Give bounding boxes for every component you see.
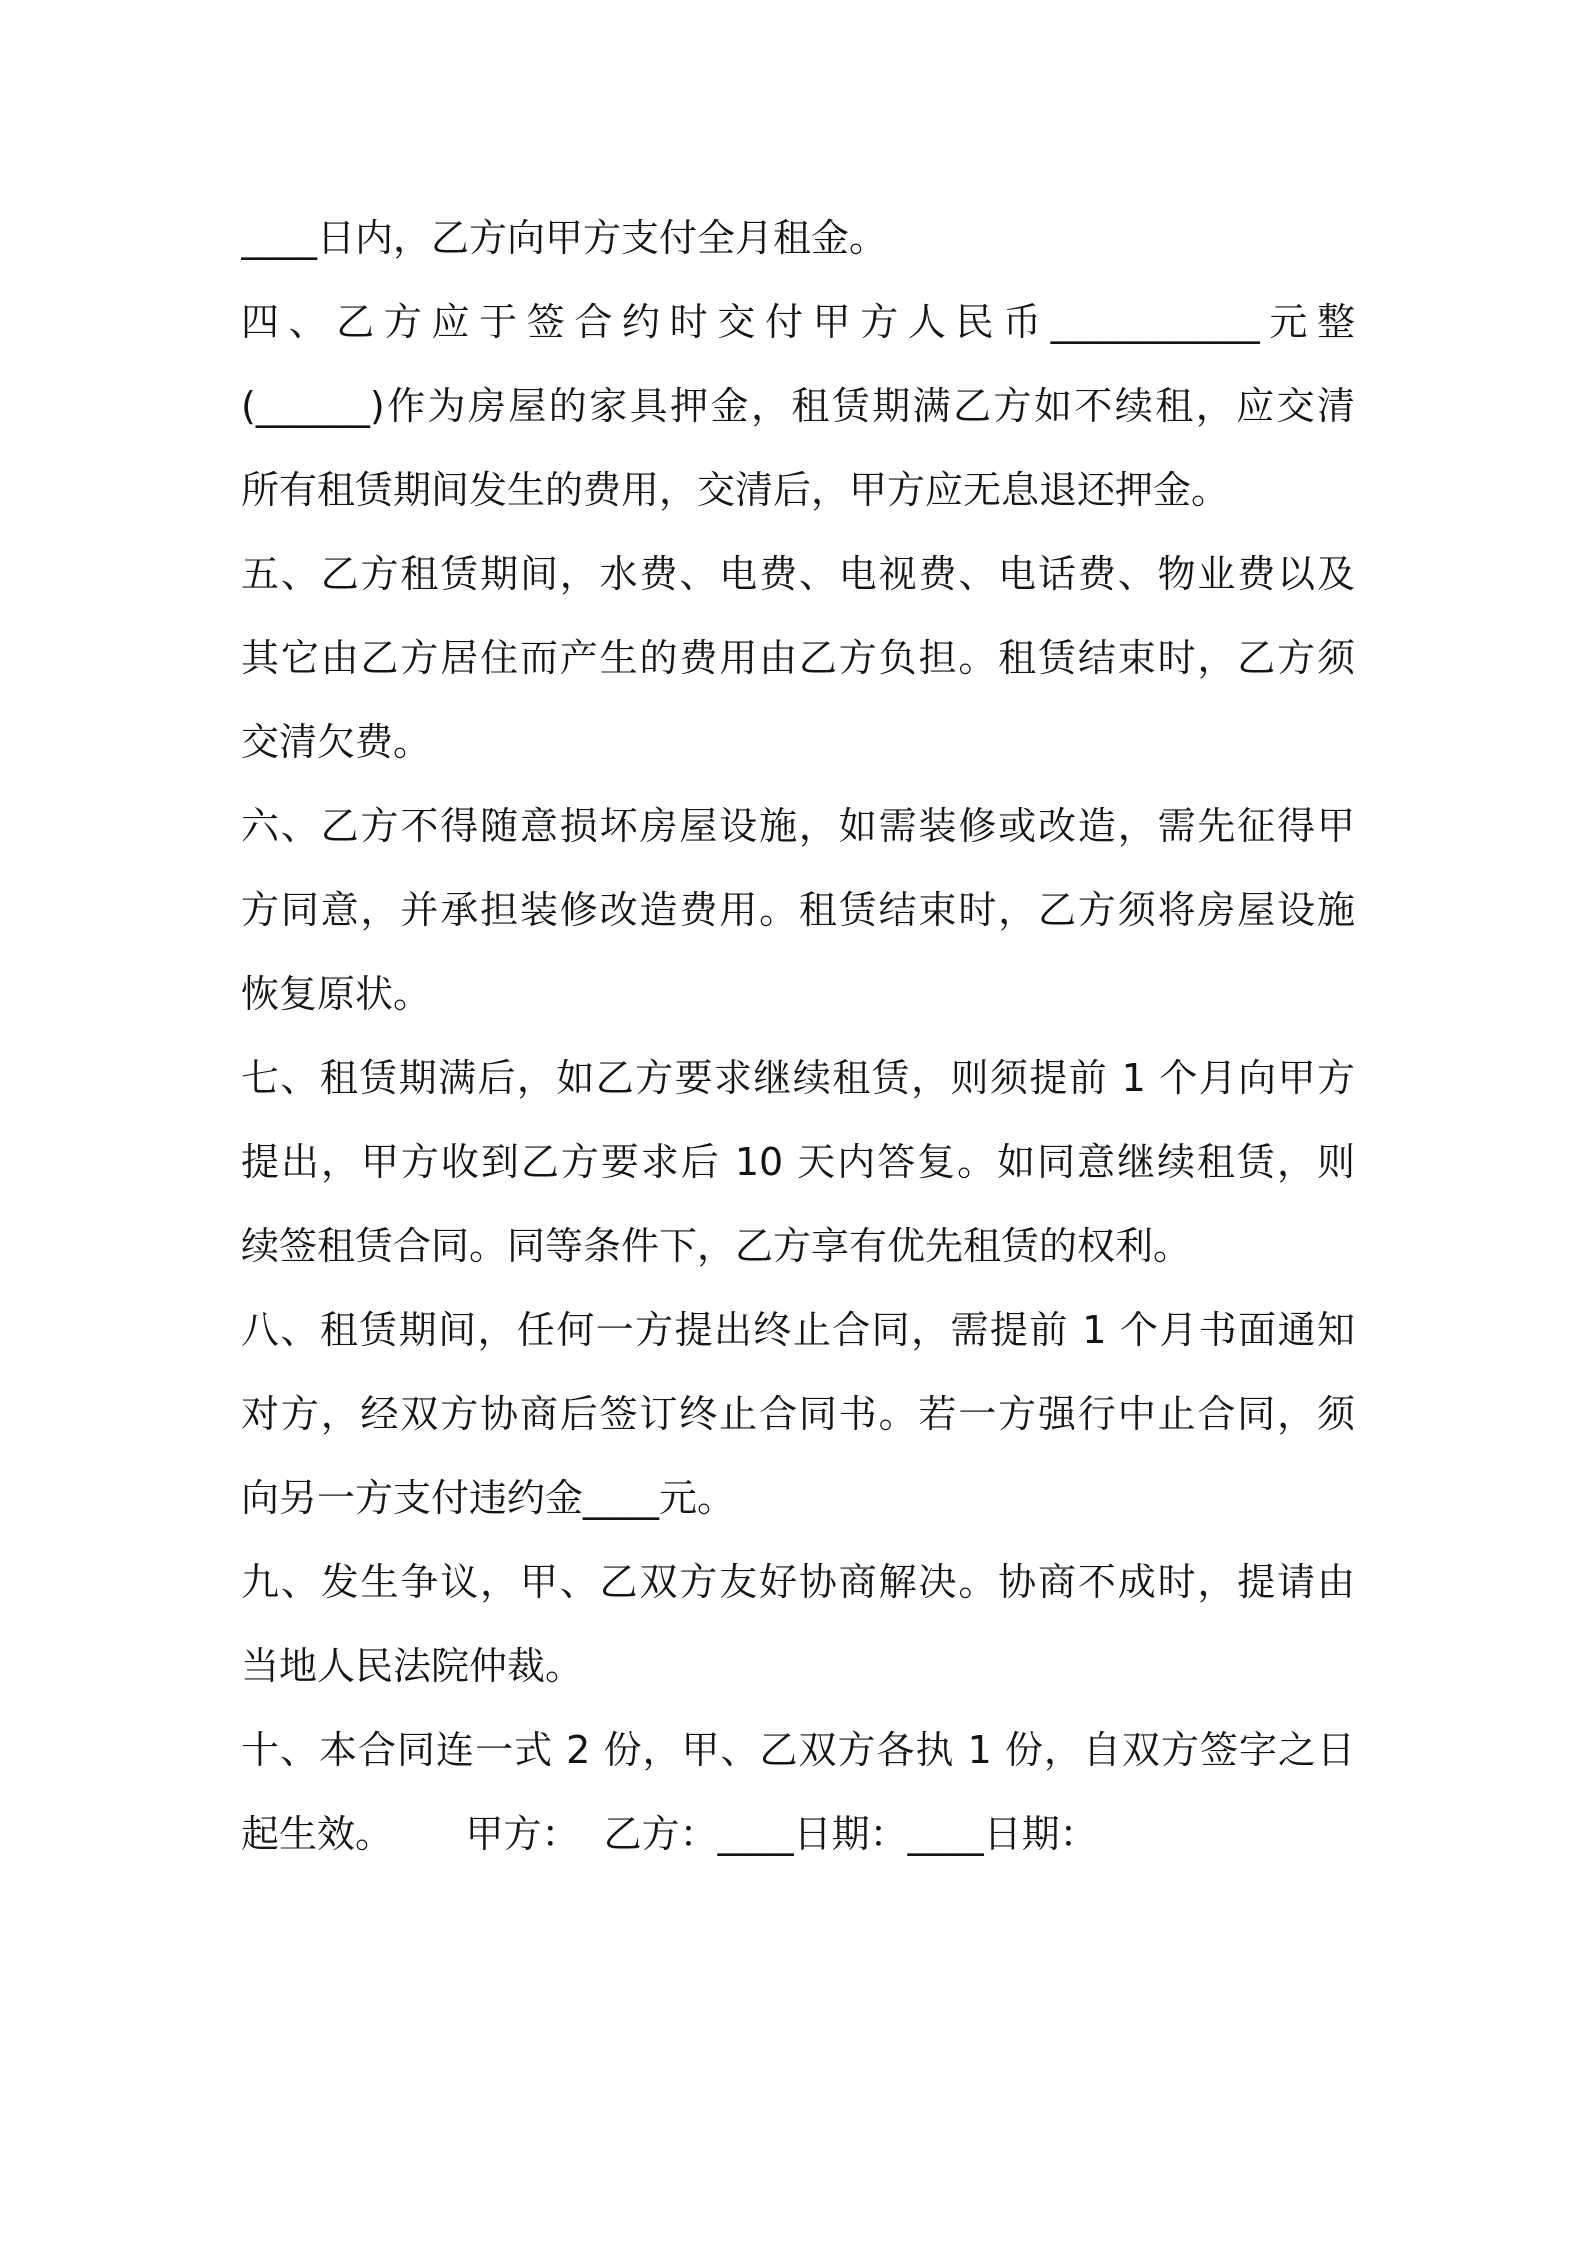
text-line: 对方，经双方协商后签订终止合同书。若一方强行中止合同，须: [241, 1392, 1355, 1436]
text-line: 九、发生争议，甲、乙双方友好协商解决。协商不成时，提请由: [241, 1560, 1355, 1604]
text-line: 四、乙方应于签合约时交付甲方人民币___________元整: [241, 300, 1355, 344]
text-line: 恢复原状。: [241, 972, 432, 1016]
text-line: 十、本合同连一式 2 份，甲、乙双方各执 1 份，自双方签字之日: [241, 1728, 1355, 1772]
contract-body: [241, 196, 1355, 1876]
text-line: 所有租赁期间发生的费用，交清后，甲方应无息退还押金。: [241, 468, 1230, 512]
text-line: 八、租赁期间，任何一方提出终止合同，需提前 1 个月书面通知: [241, 1308, 1355, 1352]
text-line: 续签租赁合同。同等条件下，乙方享有优先租赁的权利。: [241, 1224, 1192, 1268]
text-line: 提出，甲方收到乙方要求后 10 天内答复。如同意继续租赁，则: [241, 1140, 1355, 1184]
text-line: 其它由乙方居住而产生的费用由乙方负担。租赁结束时，乙方须: [241, 636, 1355, 680]
text-line: 向另一方支付违约金____元。: [241, 1476, 736, 1520]
text-line: 当地人民法院仲裁。: [241, 1644, 584, 1688]
text-line: 方同意，并承担装修改造费用。租赁结束时，乙方须将房屋设施: [241, 888, 1355, 932]
text-line: ____日内，乙方向甲方支付全月租金。: [241, 216, 888, 260]
text-line: 七、租赁期满后，如乙方要求继续租赁，则须提前 1 个月向甲方: [241, 1056, 1355, 1100]
text-line: (______)作为房屋的家具押金，租赁期满乙方如不续租，应交清: [241, 384, 1355, 428]
signature-line: 起生效。 甲方： 乙方：____日期：____日期：: [241, 1812, 1098, 1856]
text-line: 五、乙方租赁期间，水费、电费、电视费、电话费、物业费以及: [241, 552, 1355, 596]
text-line: 交清欠费。: [241, 720, 432, 764]
text-line: 六、乙方不得随意损坏房屋设施，如需装修或改造，需先征得甲: [241, 804, 1355, 848]
